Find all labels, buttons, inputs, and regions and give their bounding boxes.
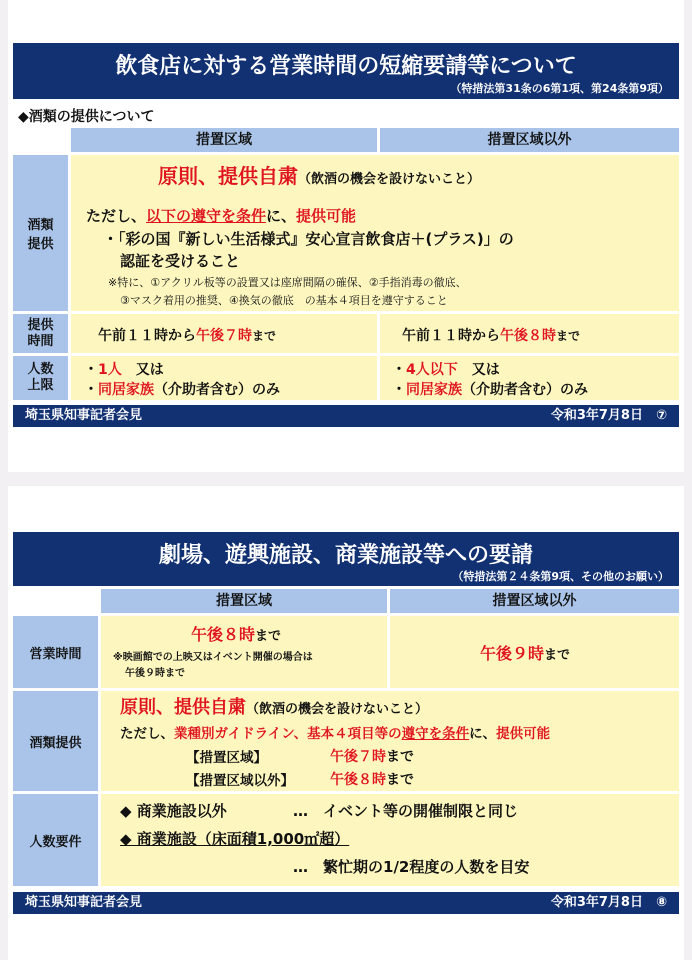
people-area-2-pre: ・	[84, 382, 98, 398]
s2-hours-area-post: まで	[255, 629, 282, 644]
slide-2-footer-right: 令和3年7月8日 ⑧	[550, 895, 667, 910]
s2-people-line-2: ◆ 商業施設（床面積1,000㎡超）	[120, 830, 350, 848]
slide-1	[8, 0, 684, 472]
people-outside-2	[392, 379, 588, 399]
s2-people-line-1a: ◆ 商業施設以外	[120, 802, 227, 820]
row-label-people-text: 人数 上限	[27, 362, 54, 393]
s2-col-header-outside: 措置区域以外	[390, 589, 679, 613]
s2-row-label-alcohol-text: 酒類提供	[29, 735, 82, 751]
s2-area-time	[330, 746, 414, 766]
hours-outside-red: 午後８時	[500, 328, 556, 344]
s2-people-line-3: … 繁忙期の1/2程度の人数を目安	[293, 858, 530, 876]
slide-1-title: 飲食店に対する営業時間の短縮要請等について	[115, 54, 577, 79]
alcohol-principle-red: 原則、提供自粛	[158, 164, 298, 188]
row-label-alcohol	[13, 155, 68, 311]
slide-1-footer-left: 埼玉県知事記者会見	[25, 408, 143, 423]
s2-alcohol-line-e: 提供可能	[496, 726, 551, 742]
col-header-area: 措置区域	[71, 128, 377, 152]
s2-outside-time-red: 午後８時	[330, 772, 386, 788]
alcohol-note-1: ※特に、①アクリル板等の設置又は座席間隔の確保、②手指消毒の徹底、	[108, 276, 467, 289]
alcohol-line1-a: ただし、	[86, 207, 147, 225]
s2-alcohol-condition	[120, 722, 550, 742]
s2-alcohol-line-c: 遵守を条件	[401, 726, 470, 742]
s2-hours-outside-post: まで	[544, 648, 571, 663]
people-outside-2-pre: ・	[392, 382, 406, 398]
s2-hours-note-1: ※映画館での上映又はイベント開催の場合は	[113, 652, 313, 663]
people-outside-1-red: 4人以下	[406, 362, 458, 378]
s2-col-header-area: 措置区域	[101, 589, 387, 613]
s2-area-time-label: 【措置区域】	[186, 750, 267, 766]
alcohol-principle	[158, 160, 480, 189]
s2-alcohol-principle-note: （飲酒の機会を設けないこと）	[246, 702, 429, 717]
s2-people-line-1b: … イベント等の開催制限と同じ	[293, 802, 519, 820]
slide-2-title: 劇場、遊興施設、商業施設等への要請	[158, 543, 533, 568]
s2-hours-outside	[480, 641, 570, 664]
s2-outside-time-label: 【措置区域以外】	[186, 773, 294, 789]
s2-row-label-people	[13, 794, 98, 886]
people-area-2	[84, 379, 280, 399]
people-outside-1-pre: ・	[392, 362, 406, 378]
hours-area-post: まで	[252, 329, 277, 343]
s2-alcohol-principle-red: 原則、提供自粛	[120, 697, 246, 718]
s2-area-time-post: まで	[386, 749, 414, 765]
slide-2-footer-left: 埼玉県知事記者会見	[25, 895, 143, 910]
slide-2-title-bar	[13, 532, 679, 586]
slide-1-subtitle: （特措法第31条の6第1項、第24条第9項）	[450, 82, 669, 95]
people-area-1-red: 1人	[98, 362, 122, 378]
alcohol-line1-d: 提供可能	[296, 207, 357, 225]
row-label-alcohol-text: 酒類 提供	[27, 218, 54, 252]
s2-alcohol-principle	[120, 693, 428, 719]
alcohol-line1-c: に、	[266, 207, 297, 225]
s2-row-label-hours	[13, 616, 98, 688]
people-outside-2-post: （介助者含む）のみ	[462, 382, 588, 398]
col-header-outside: 措置区域以外	[380, 128, 679, 152]
row-label-hours-text: 提供 時間	[27, 317, 54, 349]
slide-2-footer	[13, 892, 679, 914]
people-area-2-red: 同居家族	[98, 382, 154, 398]
s2-alcohol-line-b: 業種別ガイドライン、基本４項目等の	[174, 726, 402, 742]
s2-hours-note-2: 午後９時まで	[125, 668, 185, 679]
people-area-1-pre: ・	[84, 362, 98, 378]
slide-2-subtitle: （特措法第２４条第9項、その他のお願い）	[452, 570, 669, 583]
people-area-1	[84, 359, 164, 379]
s2-hours-outside-red: 午後９時	[480, 644, 545, 663]
s2-hours-area-red: 午後８時	[191, 625, 256, 644]
alcohol-principle-note: （飲酒の機会を設けないこと）	[298, 172, 481, 187]
hours-area-red: 午後７時	[196, 328, 252, 344]
people-outside-1	[392, 359, 500, 379]
s2-area-time-red: 午後７時	[330, 749, 386, 765]
section-heading: ◆酒類の提供について	[18, 109, 155, 125]
people-outside-1-post: 又は	[457, 362, 500, 378]
slide-1-title-bar	[13, 43, 679, 99]
hours-outside	[402, 325, 580, 345]
hours-outside-post: まで	[556, 329, 581, 343]
alcohol-cert-line: ・「彩の国『新しい生活様式』安心宣言飲食店＋(プラス)」の	[103, 230, 514, 248]
people-outside-2-red: 同居家族	[406, 382, 462, 398]
alcohol-note-2: ③マスク着用の推奨、④換気の徹底 の基本４項目を遵守すること	[120, 294, 448, 307]
s2-hours-area	[191, 622, 281, 645]
slide-1-footer	[13, 405, 679, 427]
alcohol-condition-line	[86, 205, 356, 226]
s2-row-label-people-text: 人数要件	[29, 834, 82, 850]
s2-outside-time	[330, 769, 414, 789]
slide-1-footer-right: 令和3年7月8日 ⑦	[550, 408, 667, 423]
row-label-hours	[13, 314, 68, 353]
alcohol-line1-b: 以下の遵守を条件	[146, 207, 267, 225]
s2-outside-time-post: まで	[386, 772, 414, 788]
hours-area-pre: 午前１１時から	[98, 328, 196, 344]
slide-2	[8, 486, 684, 960]
s2-alcohol-line-a: ただし、	[120, 726, 174, 742]
s2-row-label-alcohol	[13, 691, 98, 791]
hours-area	[98, 325, 276, 345]
hours-outside-pre: 午前１１時から	[402, 328, 500, 344]
alcohol-cert-line2: 認証を受けること	[120, 252, 241, 270]
people-area-1-post: 又は	[121, 362, 164, 378]
people-area-2-post: （介助者含む）のみ	[154, 382, 280, 398]
row-label-people	[13, 356, 68, 400]
s2-alcohol-line-d: に、	[469, 726, 497, 742]
s2-row-label-hours-text: 営業時間	[29, 646, 82, 662]
